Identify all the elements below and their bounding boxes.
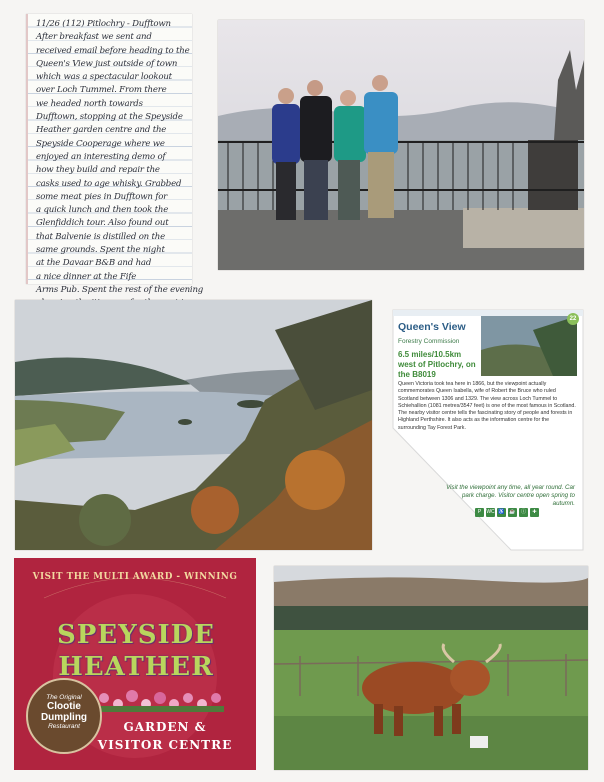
- group-photo: [218, 20, 584, 270]
- first-aid-icon: ✚: [530, 508, 539, 517]
- flyer-name-speyside: SPEYSIDE: [56, 620, 215, 650]
- journal-note: [26, 14, 204, 295]
- badge-line: The Original: [46, 694, 82, 701]
- journal-line: how they build and repair the: [36, 165, 160, 176]
- flyer-footer-visitor: VISITOR CENTRE: [97, 738, 233, 752]
- badge-line: Dumpling: [40, 712, 88, 723]
- clip-number-badge: 22: [567, 313, 579, 325]
- journal-line: Speyside Cooperage where we: [36, 138, 165, 149]
- journal-line: over Loch Tummel. From there: [36, 85, 167, 96]
- journal-line: same grounds. Spent the night: [36, 245, 165, 256]
- clip-body-text: Queen Victoria took tea here in 1866, but the viewpoint actually commemorates Queen Isabella, wife of Robert the Bruce who ruled Scotland between 1306 and 1329. The view across Loch Tummel to Schiehallion (1081 metres/3547 feet) is one of the most famous in Scotland. The nearby visitor centre tells the fascinating story of people and forests in Highland Perthshire. It also acts as the information centre for the surrounding Tay Forest Park.: [398, 381, 576, 431]
- journal-line: After breakfast we sent and: [36, 32, 152, 43]
- highland-cow-photo: [274, 566, 588, 770]
- clip-title: Queen's View: [398, 321, 466, 333]
- journal-line: enjoyed an interesting demo of: [36, 151, 166, 162]
- journal-line: a nice dinner at the Fife: [36, 271, 137, 282]
- flyer-tagline: VISIT THE MULTI AWARD - WINNING: [32, 572, 238, 582]
- journal-line: which was a spectacular lookout: [36, 72, 172, 83]
- badge-line: Restaurant: [48, 723, 80, 730]
- queens-view-clipping: [393, 310, 583, 550]
- parking-icon: P: [475, 508, 484, 517]
- journal-line: Dufftown, stopping at the Speyside: [36, 112, 183, 123]
- loch-view-photo: [15, 300, 372, 550]
- speyside-heather-flyer: [14, 558, 256, 770]
- journal-line: Arms Pub. Spent the rest of the evening: [36, 284, 204, 295]
- journal-line: Heather garden centre and the: [36, 125, 167, 136]
- journal-line: Glenfiddich tour. Also found out: [36, 218, 169, 229]
- journal-line: a quick lunch and then took the: [36, 205, 169, 216]
- clip-distance: 6.5 miles/10.5km west of Pitlochry, on the B8019: [398, 350, 476, 379]
- journal-line: that Balvenie is distilled on the: [36, 231, 166, 242]
- flyer-footer-garden: GARDEN &: [123, 720, 207, 734]
- clip-visit-info: Visit the viewpoint any time, all year round. Car park charge. Visitor centre open spring to autumn.: [446, 484, 575, 507]
- journal-line: casks used to age whisky. Grabbed: [36, 178, 182, 189]
- journal-line: we headed north towards: [36, 98, 143, 109]
- loch-view-image: [15, 300, 372, 550]
- badge-line: Clootie: [47, 701, 81, 712]
- journal-line: some meat pies in Dufftown for: [36, 191, 168, 202]
- journal-line: received email before heading to the: [36, 45, 190, 56]
- info-icon: ⓘ: [520, 509, 526, 515]
- flyer-name-heather: HEATHER: [58, 652, 214, 682]
- clip-subtitle: Forestry Commission: [398, 338, 460, 345]
- accessible-icon: ♿: [498, 509, 505, 515]
- group-photo-image: [218, 20, 584, 270]
- journal-line: at the Davaar B&B and had: [36, 258, 152, 269]
- facility-icons: [475, 508, 539, 517]
- cafe-icon: ☕: [509, 509, 516, 515]
- toilet-icon: WC: [486, 509, 495, 515]
- journal-line: 11/26 (112) Pitlochry - Dufftown: [36, 19, 171, 29]
- highland-cow-image: [274, 566, 588, 770]
- journal-line: Queen's View just outside of town: [36, 58, 178, 69]
